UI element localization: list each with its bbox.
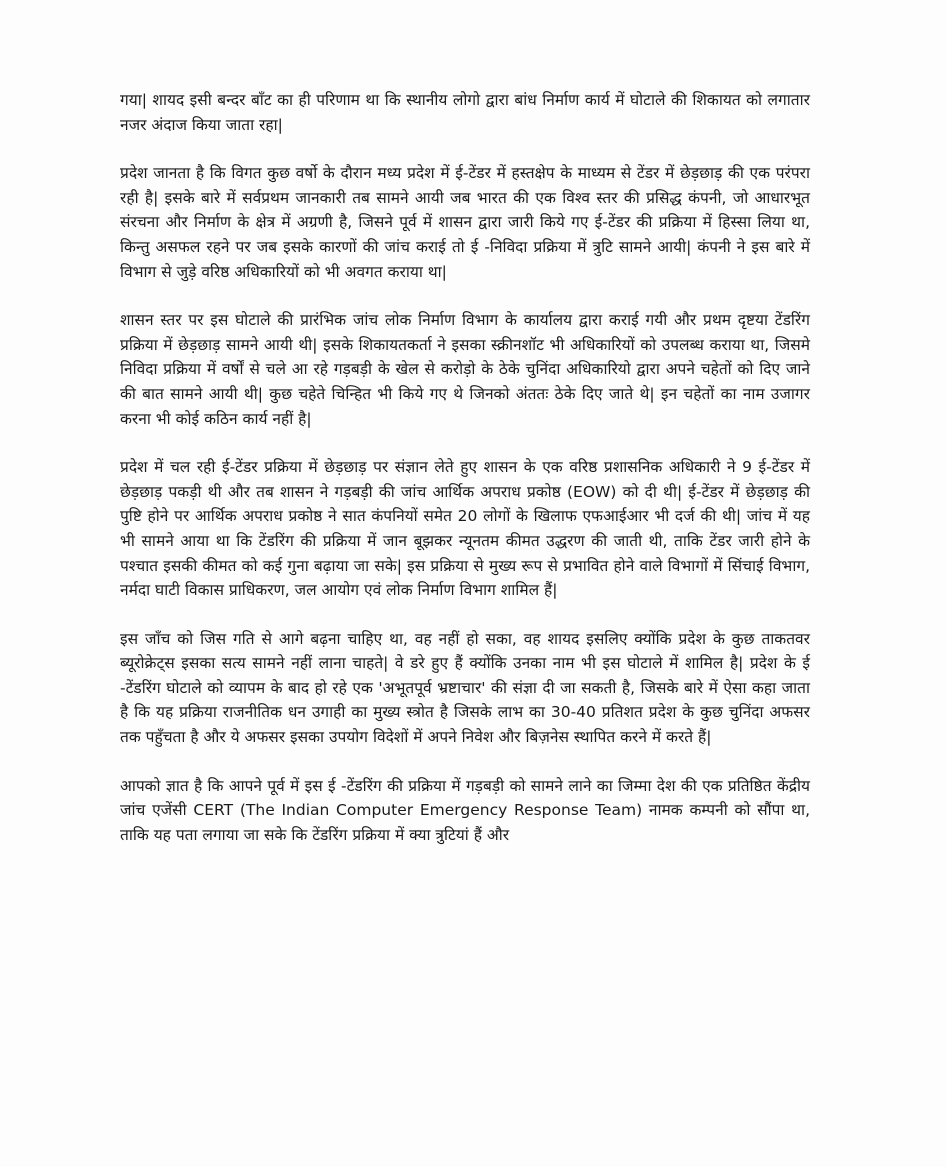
paragraph: गया| शायद इसी बन्दर बाँट का ही परिणाम था कि स्थानीय लोगो द्वारा बांध निर्माण कार्य में घोटाले की शिकायत को लगातार नजर अंदाज किया जाता रहा| bbox=[120, 91, 810, 134]
paragraph: शासन स्तर पर इस घोटाले की प्रारंभिक जांच लोक निर्माण विभाग के कार्यालय द्वारा कराई गयी और प्रथम दृष्टया टेंडरिंग प्रक्रिया में छेड़छाड़ सामने आयी थी| इसके शिकायतकर्ता ने इसका स्क्रीनशॉट भी अधिकारियों को उपलब्ध कराया था, जिसमे निविदा प्रक्रिया में वर्षों से चले आ रहे गड़बड़ी के खेल से करोड़ो के ठेके चुनिंदा अधिकारियो द्वारा अपने चहेतों को दिए जाने की बात सामने आयी थी| कुछ चहेते चिन्हित भी किये गए थे जिनको अंततः ठेके दिए जाते थे| इन चहेतों का नाम उजागर करना भी कोई कठिन कार्य नहीं है| bbox=[120, 311, 810, 428]
paragraph: प्रदेश में चल रही ई-टेंडर प्रक्रिया में छेड़छाड़ पर संज्ञान लेते हुए शासन के एक वरिष्ठ प्रशासनिक अधिकारी ने 9 ई-टेंडर में छेड़छाड़ पकड़ी थी और तब शासन ने गड़बड़ी की जांच आर्थिक अपराध प्रकोष्ठ (EOW) को दी थी| ई-टेंडर में छेड़छाड़ की पुष्टि होने पर आर्थिक अपराध प्रकोष्ठ ने सात कंपनियों समेत 20 लोगों के खिलाफ एफआईआर भी दर्ज की थी| जांच में यह भी सामने आया था कि टेंडरिंग की प्रक्रिया में जान बूझकर न्यूनतम कीमत उद्धरण की जाती थी, ताकि टेंडर जारी होने के पश्चात इसकी कीमत को कई गुना बढ़ाया जा सके| इस प्रक्रिया से मुख्य रूप से प्रभावित होने वाले विभागों में सिंचाई विभाग, नर्मदा घाटी विकास प्राधिकरण, जल आयोग एवं लोक निर्माण विभाग शामिल हैं| bbox=[120, 458, 810, 600]
document-body bbox=[120, 88, 810, 847]
paragraph: प्रदेश जानता है कि विगत कुछ वर्षो के दौरान मध्य प्रदेश में ई-टेंडर में हस्तक्षेप के माध्यम से टेंडर में छेड़छाड़ की एक परंपरा रही है| इसके बारे में सर्वप्रथम जानकारी तब सामने आयी जब भारत की एक विश्व स्तर की प्रसिद्ध कंपनी, जो आधारभूत संरचना और निर्माण के क्षेत्र में अग्रणी है, जिसने पूर्व में शासन द्वारा जारी किये गए ई-टेंडर की प्रक्रिया में हिस्सा लिया था, किन्तु असफल रहने पर जब इसके कारणों की जांच कराई तो ई -निविदा प्रक्रिया में त्रुटि सामने आयी| कंपनी ने इस बारे में विभाग से जुड़े वरिष्ठ अधिकारियों को भी अवगत कराया था| bbox=[120, 164, 810, 281]
paragraph: आपको ज्ञात है कि आपने पूर्व में इस ई -टेंडरिंग की प्रक्रिया में गड़बड़ी को सामने लाने का जिम्मा देश की एक प्रतिष्ठित केंद्रीय जांच एजेंसी CERT (The Indian Computer Emergency Response Team) नामक कम्पनी को सौंपा था, ताकि यह पता लगाया जा सके कि टेंडरिंग प्रक्रिया में क्या त्रुटियां हैं और bbox=[120, 776, 810, 844]
paragraph: इस जाँच को जिस गति से आगे बढ़ना चाहिए था, वह नहीं हो सका, वह शायद इसलिए क्योंकि प्रदेश के कुछ ताकतवर ब्यूरोक्रेट्स इसका सत्य सामने नहीं लाना चाहते| वे डरे हुए हैं क्योंकि उनका नाम भी इस घोटाले में शामिल है| प्रदेश के ई -टेंडरिंग घोटाले को व्यापम के बाद हो रहे एक 'अभूतपूर्व भ्रष्टाचार' की संज्ञा दी जा सकती है, जिसके बारे में ऐसा कहा जाता है कि यह प्रक्रिया राजनीतिक धन उगाही का मुख्य स्त्रोत है जिसके लाभ का 30-40 प्रतिशत प्रदेश के कुछ चुनिंदा अफसर तक पहुँचता है और ये अफसर इसका उपयोग विदेशों में अपने निवेश और बिज़नेस स्थापित करने में करते हैं| bbox=[120, 629, 810, 747]
